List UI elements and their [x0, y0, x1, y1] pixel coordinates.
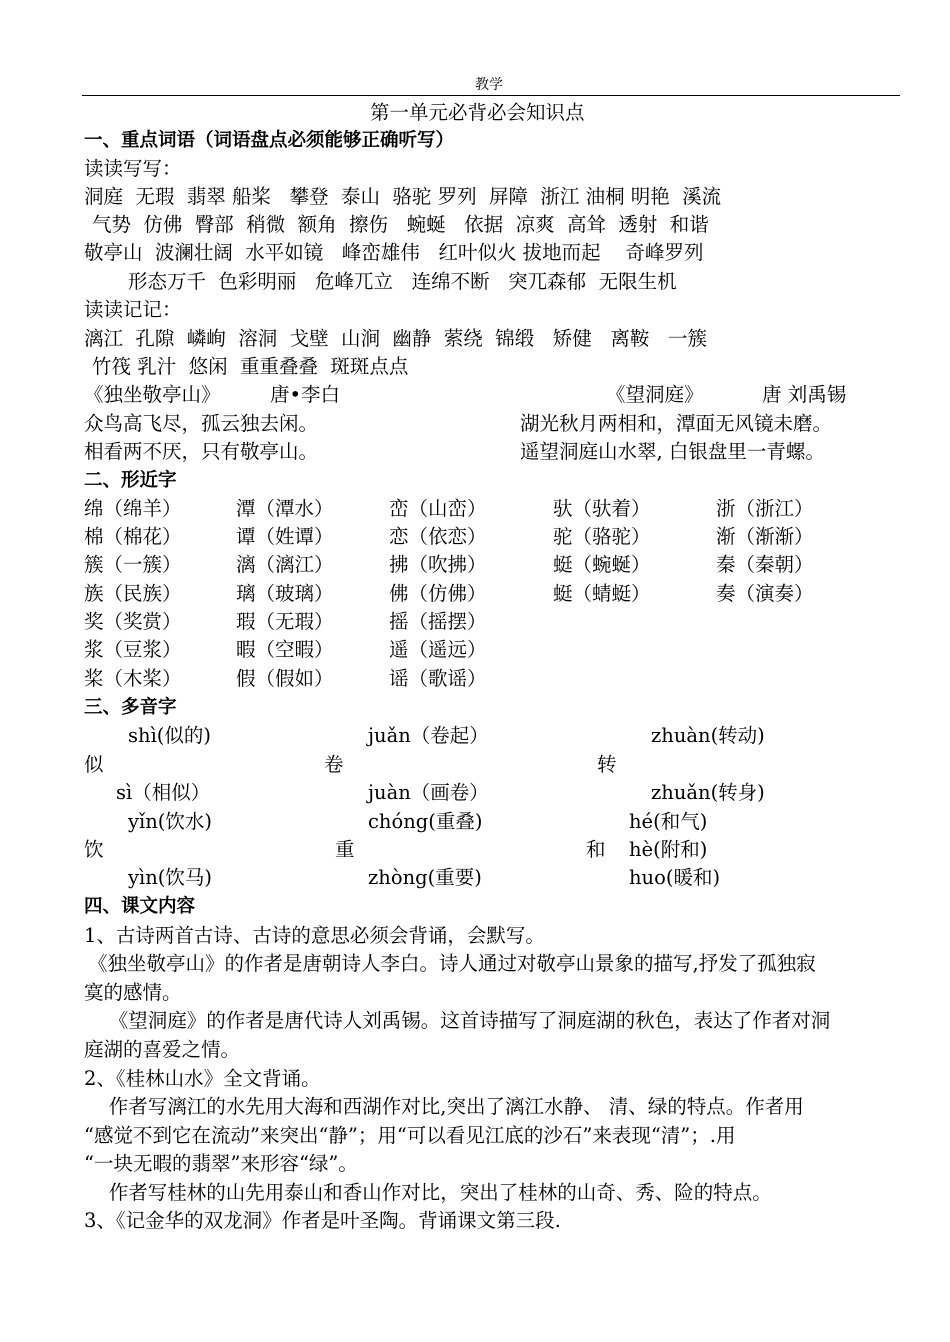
polyphone-reading: yǐn(饮水): [128, 810, 213, 833]
similar-char-item: 拂（吹拂）: [389, 553, 487, 576]
poem-1-line: 相看两不厌，只有敬亭山。: [84, 440, 319, 463]
similar-char-item: 族（民族）: [84, 582, 182, 605]
similar-char-item: 奏（演奏）: [716, 582, 814, 605]
text-content-line: 1、古诗两首古诗、古诗的意思必须会背诵，会默写。: [84, 924, 545, 947]
page-header: 教学: [475, 77, 503, 93]
poem-2-author: 唐 刘禹锡: [762, 383, 847, 406]
polyphone-char: 转: [597, 753, 617, 776]
similar-char-item: 恋（依恋）: [389, 525, 487, 548]
similar-char-item: 漓（漓江）: [236, 553, 334, 576]
similar-char-item: 佛（仿佛）: [389, 582, 487, 605]
similar-char-item: 绵（绵羊）: [84, 497, 182, 520]
text-content-line: 寞的感情。: [84, 981, 182, 1004]
polyphone-reading: sì（相似）: [116, 781, 211, 804]
similar-char-item: 簇（一簇）: [84, 553, 182, 576]
text-content-line: 3、《记金华的双龙洞》作者是叶圣陶。背诵课文第三段.: [84, 1209, 561, 1232]
read-write-line: 敬亭山 波澜壮阔 水平如镜 峰峦雄伟 红叶似火 拔地而起 奇峰罗列: [84, 241, 704, 264]
text-content-line: 2、《桂林山水》全文背诵。: [84, 1067, 321, 1090]
text-content-line: 庭湖的喜爱之情。: [84, 1038, 241, 1061]
polyphone-reading: zhuàn(转动): [651, 724, 765, 747]
polyphone-reading: chóng(重叠): [368, 810, 483, 833]
read-write-line: 形态万千 色彩明丽 危峰兀立 连绵不断 突兀森郁 无限生机: [128, 270, 677, 293]
polyphone-reading: hè(附和): [629, 838, 708, 861]
polyphone-reading: zhuǎn(转身): [651, 781, 765, 804]
poem-1-line: 众鸟高飞尽，孤云独去闲。: [84, 412, 319, 435]
polyphone-char: 饮: [84, 838, 104, 861]
text-content-line: 《独坐敬亭山》的作者是唐朝诗人李白。诗人通过对敬亭山景象的描写,抒发了孤独寂: [88, 952, 816, 975]
similar-char-item: 奖（奖赏）: [84, 610, 182, 633]
poem-2-line: 遥望洞庭山水翠, 白银盘里一青螺。: [520, 440, 825, 463]
text-content-line: 作者写漓江的水先用大海和西湖作对比,突出了漓江水静、 清、绿的特点。作者用: [84, 1095, 804, 1118]
similar-char-item: 遥（遥远）: [389, 638, 487, 661]
similar-char-item: 摇（摇摆）: [389, 610, 487, 633]
similar-char-item: 渐（渐渐）: [716, 525, 814, 548]
similar-char-item: 浙（浙江）: [716, 497, 814, 520]
read-remember-line: 竹筏 乳汁 悠闲 重重叠叠 斑斑点点: [92, 355, 409, 378]
similar-char-item: 峦（山峦）: [389, 497, 487, 520]
document-title: 第一单元必背必会知识点: [370, 101, 585, 124]
similar-char-item: 桨（木桨）: [84, 667, 182, 690]
similar-char-item: 驮（驮着）: [553, 497, 651, 520]
polyphone-reading: yìn(饮马): [128, 866, 213, 889]
similar-char-item: 浆（豆浆）: [84, 638, 182, 661]
text-content-line: 《望洞庭》的作者是唐代诗人刘禹锡。这首诗描写了洞庭湖的秋色，表达了作者对洞: [84, 1009, 831, 1032]
text-content-line: 作者写桂林的山先用泰山和香山作对比，突出了桂林的山奇、秀、险的特点。: [84, 1181, 772, 1204]
read-write-line: 气势 仿佛 臀部 稍微 额角 擦伤 蜿蜒 依据 凉爽 高耸 透射 和谐: [92, 213, 709, 236]
read-write-line: 洞庭 无瑕 翡翠 船桨 攀登 泰山 骆驼 罗列 屏障 浙江 油桐 明艳 溪流: [84, 185, 722, 208]
similar-char-item: 谭（姓谭）: [236, 525, 334, 548]
polyphone-reading: zhòng(重要): [368, 866, 482, 889]
read-remember-label: 读读记记：: [84, 298, 182, 321]
similar-char-item: 秦（秦朝）: [716, 553, 814, 576]
polyphone-reading: huo(暖和): [629, 866, 721, 889]
similar-char-item: 潭（潭水）: [236, 497, 334, 520]
similar-char-item: 棉（棉花）: [84, 525, 182, 548]
polyphone-char: 和: [586, 838, 606, 861]
polyphone-char: 似: [84, 753, 104, 776]
similar-char-item: 蜓（蜿蜒）: [553, 553, 651, 576]
text-content-line: “感觉不到它在流动”来突出“静”；用“可以看见江底的沙石”来表现“清”；.用: [84, 1124, 736, 1147]
section-3-heading: 三、多音字: [84, 697, 177, 718]
poem-1-author: 唐•李白: [270, 383, 341, 406]
poem-2-title: 《望洞庭》: [606, 383, 704, 406]
similar-char-item: 假（假如）: [236, 667, 334, 690]
similar-char-item: 驼（骆驼）: [553, 525, 651, 548]
text-content-line: “一块无暇的翡翠”来形容“绿”。: [84, 1152, 358, 1175]
polyphone-reading: juǎn（卷起）: [368, 724, 489, 747]
poem-2-line: 湖光秋月两相和，潭面无风镜未磨。: [520, 412, 833, 435]
polyphone-reading: hé(和气): [629, 810, 708, 833]
header-rule: [82, 95, 900, 96]
polyphone-reading: juàn（画卷）: [368, 781, 489, 804]
section-4-heading: 四、课文内容: [84, 896, 196, 917]
polyphone-char: 重: [335, 838, 355, 861]
similar-char-item: 蜓（蜻蜓）: [553, 582, 651, 605]
polyphone-reading: shì(似的): [128, 724, 212, 747]
read-write-label: 读读写写：: [84, 157, 182, 180]
poem-1-title: 《独坐敬亭山》: [84, 383, 221, 406]
similar-char-item: 谣（歌谣）: [389, 667, 487, 690]
similar-char-item: 瑕（无瑕）: [236, 610, 334, 633]
polyphone-char: 卷: [324, 753, 344, 776]
similar-char-item: 暇（空暇）: [236, 638, 334, 661]
section-1-heading: 一、重点词语（词语盘点必须能够正确听写）: [84, 130, 455, 151]
section-2-heading: 二、形近字: [84, 470, 177, 491]
read-remember-line: 漓江 孔隙 嶙峋 溶洞 戈壁 山涧 幽静 萦绕 锦缎 矫健 离鞍 一簇: [84, 327, 707, 350]
similar-char-item: 璃（玻璃）: [236, 582, 334, 605]
